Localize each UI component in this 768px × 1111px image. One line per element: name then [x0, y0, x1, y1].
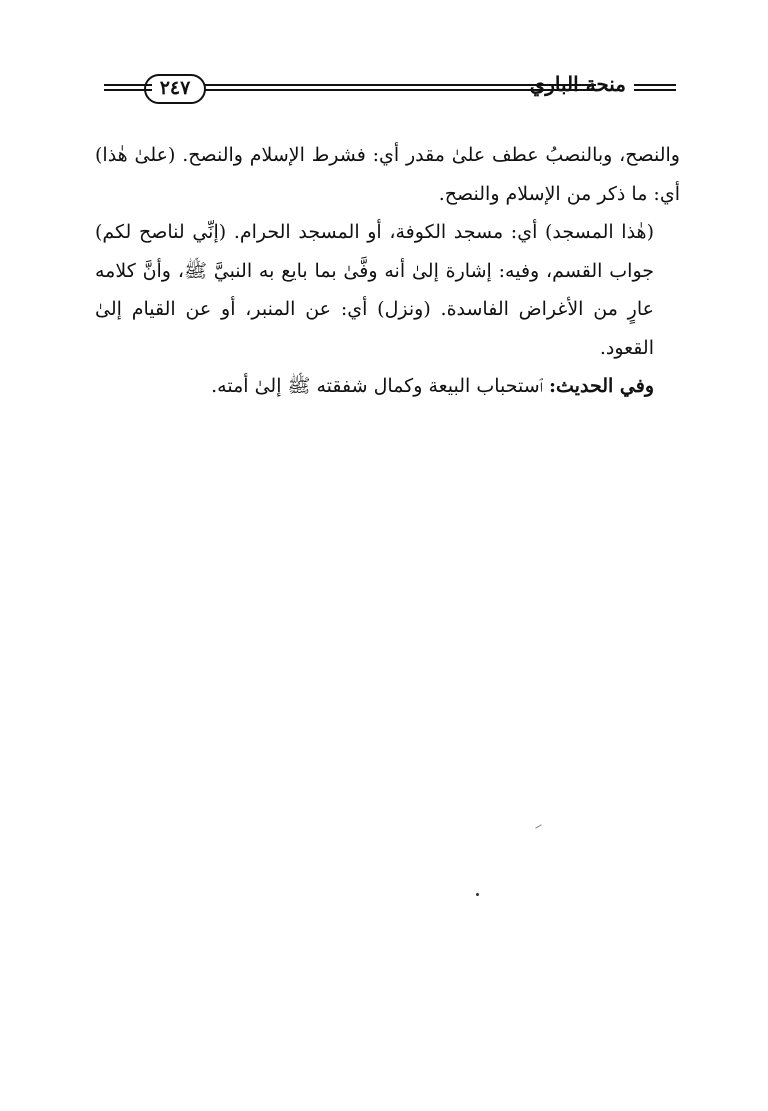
- header-rule-right: [634, 84, 676, 94]
- hadith-benefit-label: وفي الحديث:: [549, 375, 654, 397]
- paragraph-2: (هٰذا المسجد) أي: مسجد الكوفة، أو المسجد الحرام. (إنِّي لناصح لكم) جواب القسم، وفيه: إشارة إلىٰ أنه وفَّىٰ بما بايع به النبيَّ ﷺ، وأنَّ كلامه عارٍ من الأغراض الفاسدة. (ونزل) أي: عن المنبر، أو عن القيام إلىٰ القعود.: [95, 221, 654, 359]
- body-text: [95, 136, 680, 406]
- page-header: [104, 72, 676, 114]
- scan-speck: [535, 824, 542, 828]
- hadith-benefit-text: ٱستحباب البيعة وكمال شفقته ﷺ إلىٰ أمته.: [211, 375, 550, 397]
- page-number: ٢٤٧: [144, 74, 206, 104]
- running-title: منحة الباري: [529, 72, 626, 96]
- header-rule-middle: [204, 84, 596, 94]
- scan-speck: [476, 893, 479, 896]
- header-rule-left: [104, 84, 152, 94]
- paragraph-1: والنصح، وبالنصبُ عطف علىٰ مقدر أي: فشرط الإسلام والنصح. (علىٰ هٰذا) أي: ما ذكر من الإسلام والنصح.: [95, 144, 680, 205]
- paragraph-3: [95, 367, 680, 406]
